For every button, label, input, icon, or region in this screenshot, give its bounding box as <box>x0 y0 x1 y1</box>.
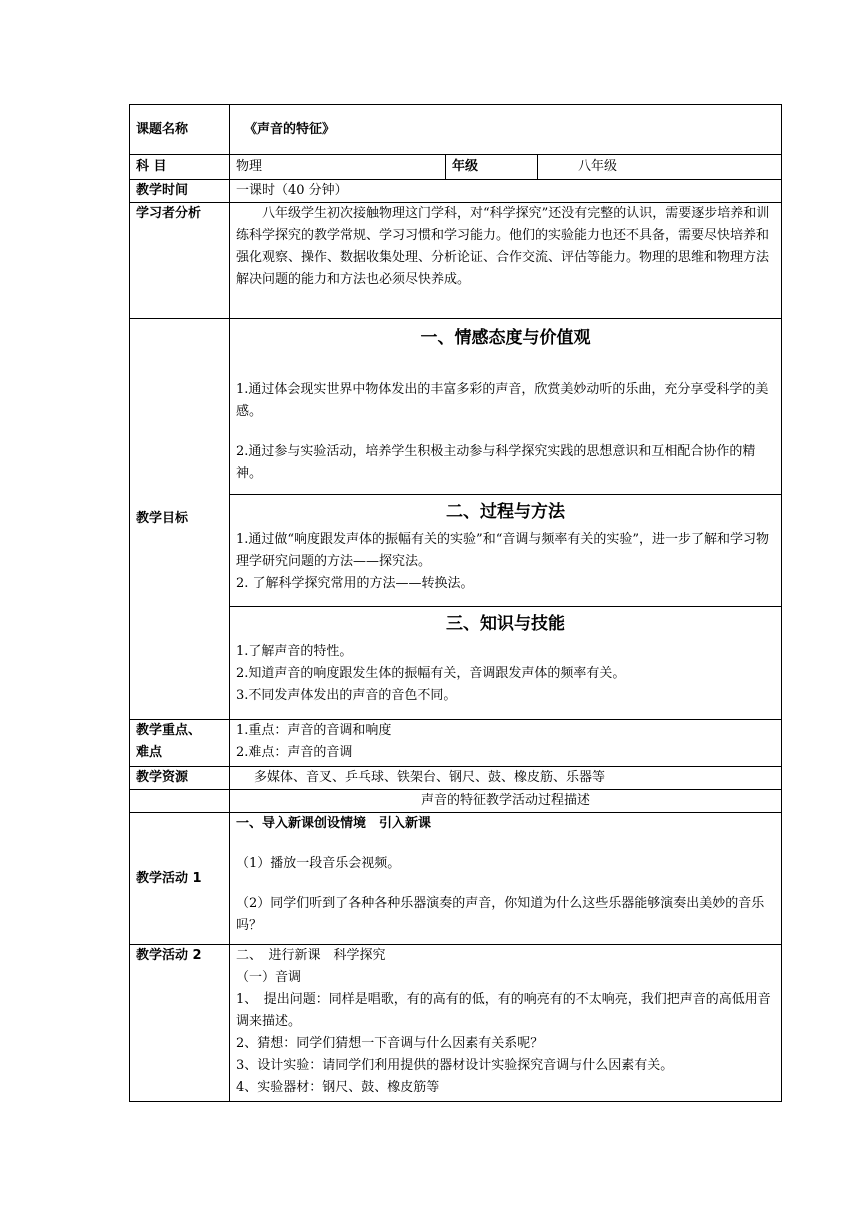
lesson-title: 《声音的特征》 <box>230 105 782 155</box>
time-value: 一课时（40 分钟） <box>230 180 782 203</box>
objective-item: 1.了解声音的特性。 <box>236 644 353 659</box>
time-label: 教学时间 <box>130 180 230 203</box>
objective-item: 2.通过参与实验活动，培养学生积极主动参与科学探究实践的思想意识和互相配合协作的精神。 <box>236 444 756 481</box>
activity1-row <box>130 813 782 945</box>
objective-item: 2.知道声音的响度跟发生体的振幅有关，音调跟发声体的频率有关。 <box>236 666 626 681</box>
activity2-item: 3、设计实验：请同学们利用提供的器材设计实验探究音调与什么因素有关。 <box>236 1058 674 1073</box>
grade-label: 年级 <box>446 155 538 180</box>
keypoint-item: 1.重点：声音的音调和响度 <box>236 723 392 738</box>
grade-value: 八年级 <box>538 155 782 180</box>
activity1-heading: 一、导入新课创设情境 引入新课 <box>236 816 432 831</box>
activity1-item: （1）播放一段音乐会视频。 <box>236 856 401 871</box>
title-row <box>130 105 782 155</box>
objective-item: 1.通过体会现实世界中物体发出的丰富多彩的声音，欣赏美妙动听的乐曲，充分享受科学的美感。 <box>236 382 769 419</box>
objectives-s2-title: 二、过程与方法 <box>446 502 566 522</box>
objective-item: 3.不同发声体发出的声音的音色不同。 <box>236 688 457 703</box>
objectives-label: 教学目标 <box>130 319 230 720</box>
learner-label: 学习者分析 <box>130 203 230 319</box>
activity2-heading: 二、 进行新课 科学探究 <box>236 948 386 963</box>
resources-label: 教学资源 <box>130 767 230 790</box>
learner-row <box>130 203 782 319</box>
keypoints-label-line1: 教学重点、 <box>136 723 202 738</box>
time-row <box>130 180 782 203</box>
title-label: 课题名称 <box>130 105 230 155</box>
objective-item: 2. 了解科学探究常用的方法——转换法。 <box>236 576 474 591</box>
keypoints-row <box>130 720 782 767</box>
activity2-row <box>130 945 782 1102</box>
activity1-label: 教学活动 1 <box>130 813 230 945</box>
resources-value: 多媒体、音叉、乒乓球、铁架台、钢尺、鼓、橡皮筋、乐器等 <box>230 767 782 790</box>
lesson-plan-table <box>129 104 782 1102</box>
subject-row <box>130 155 782 180</box>
activity2-item: 2、猜想：同学们猜想一下音调与什么因素有关系呢？ <box>236 1036 544 1051</box>
subject-label: 科 目 <box>130 155 230 180</box>
activity2-label: 教学活动 2 <box>130 945 230 1102</box>
learner-text: 八年级学生初次接触物理这门学科，对“科学探究”还没有完整的认识，需要逐步培养和训练科学探究的教学常规、学习习惯和学习能力。他们的实验能力也还不具备，需要尽快培养和强化观察、操作、数据收集处理、分析论证、合作交流、评估等能力。物理的思维和物理方法解决问题的能力和方法也必须尽快养成。 <box>236 206 770 287</box>
activity2-item: 4、实验器材：钢尺、鼓、橡皮筋等 <box>236 1080 440 1095</box>
process-caption: 声音的特征教学活动过程描述 <box>230 790 782 813</box>
objectives-s3-title: 三、知识与技能 <box>446 614 566 634</box>
activity1-item: （2）同学们听到了各种各种乐器演奏的声音，你知道为什么这些乐器能够演奏出美妙的音乐吗？ <box>236 896 765 933</box>
activity2-sub: （一）音调 <box>236 970 302 985</box>
process-caption-row <box>130 790 782 813</box>
resources-row <box>130 767 782 790</box>
objective-item: 1.通过做“响度跟发声体的振幅有关的实验”和“音调与频率有关的实验”，进一步了解和学习物理学研究问题的方法——探究法。 <box>236 532 769 569</box>
keypoints-label-line2: 难点 <box>136 745 163 760</box>
keypoint-item: 2.难点：声音的音调 <box>236 745 353 760</box>
subject-value: 物理 <box>230 155 446 180</box>
objectives-s1-title: 一、情感态度与价值观 <box>420 328 591 348</box>
objectives-row <box>130 319 782 495</box>
activity2-item: 1、 提出问题：同样是唱歌，有的高有的低，有的响亮有的不太响亮，我们把声音的高低用音调来描述。 <box>236 992 771 1029</box>
